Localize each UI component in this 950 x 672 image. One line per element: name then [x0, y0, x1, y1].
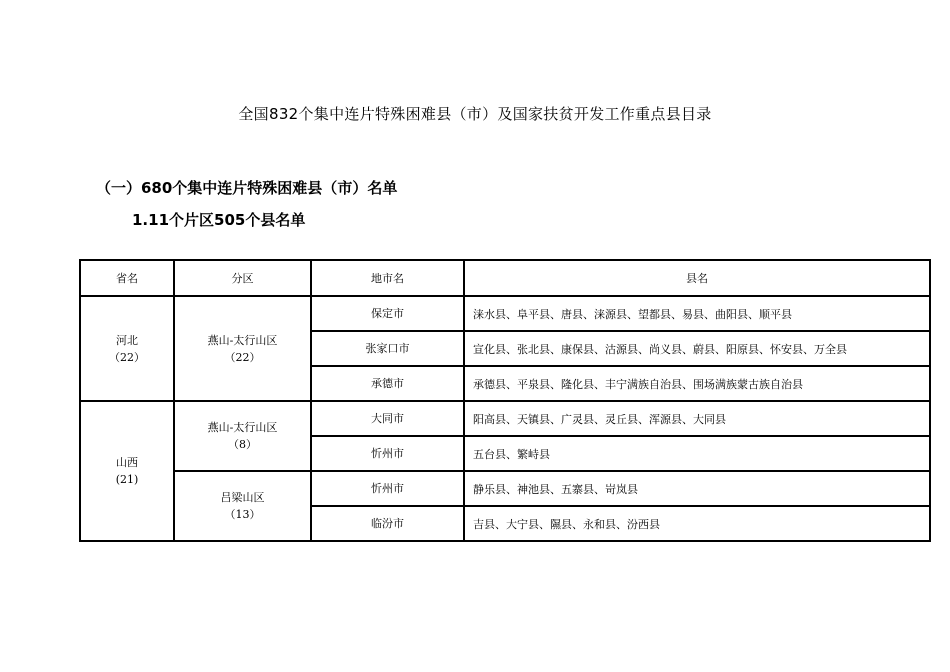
city-cell: 忻州市 — [311, 471, 464, 506]
province-cell — [80, 296, 174, 401]
section-heading: （一）680个集中连片特殊困难县（市）名单 — [96, 179, 398, 197]
counties-cell: 吉县、大宁县、隰县、永和县、汾西县 — [464, 506, 930, 541]
counties-cell: 承德县、平泉县、隆化县、丰宁满族自治县、围场满族蒙古族自治县 — [464, 366, 930, 401]
header-province: 省名 — [80, 260, 174, 296]
table-row — [80, 401, 930, 436]
region-name: 燕山-太行山区 — [207, 333, 278, 347]
header-city: 地市名 — [311, 260, 464, 296]
region-cell — [174, 471, 311, 541]
table-header-row — [80, 260, 930, 296]
city-cell: 承德市 — [311, 366, 464, 401]
table-row — [80, 296, 930, 331]
region-count: （13） — [224, 508, 261, 521]
province-name: 山西 — [116, 456, 138, 469]
counties-cell: 涞水县、阜平县、唐县、涞源县、望都县、易县、曲阳县、顺平县 — [464, 296, 930, 331]
table-row — [80, 471, 930, 506]
counties-cell: 五台县、繁峙县 — [464, 436, 930, 471]
region-name: 吕梁山区 — [220, 491, 265, 504]
region-count: （8） — [228, 438, 257, 451]
city-cell: 临汾市 — [311, 506, 464, 541]
sub-heading: 1.11个片区505个县名单 — [132, 211, 306, 229]
county-table — [79, 259, 931, 542]
document-title: 全国832个集中连片特殊困难县（市）及国家扶贫开发工作重点县目录 — [238, 105, 712, 123]
counties-cell: 阳高县、天镇县、广灵县、灵丘县、浑源县、大同县 — [464, 401, 930, 436]
province-count: （22） — [109, 350, 145, 364]
province-cell — [80, 401, 174, 541]
region-cell — [174, 296, 311, 401]
province-name: 河北 — [116, 333, 138, 347]
city-cell: 张家口市 — [311, 331, 464, 366]
city-cell: 大同市 — [311, 401, 464, 436]
region-cell — [174, 401, 311, 471]
counties-cell: 宣化县、张北县、康保县、沽源县、尚义县、蔚县、阳原县、怀安县、万全县 — [464, 331, 930, 366]
city-cell: 忻州市 — [311, 436, 464, 471]
region-count: （22） — [224, 350, 261, 364]
city-cell: 保定市 — [311, 296, 464, 331]
province-count: (21) — [115, 473, 139, 486]
header-region: 分区 — [174, 260, 311, 296]
region-name: 燕山-太行山区 — [207, 421, 278, 434]
header-counties: 县名 — [464, 260, 930, 296]
counties-cell: 静乐县、神池县、五寨县、岢岚县 — [464, 471, 930, 506]
